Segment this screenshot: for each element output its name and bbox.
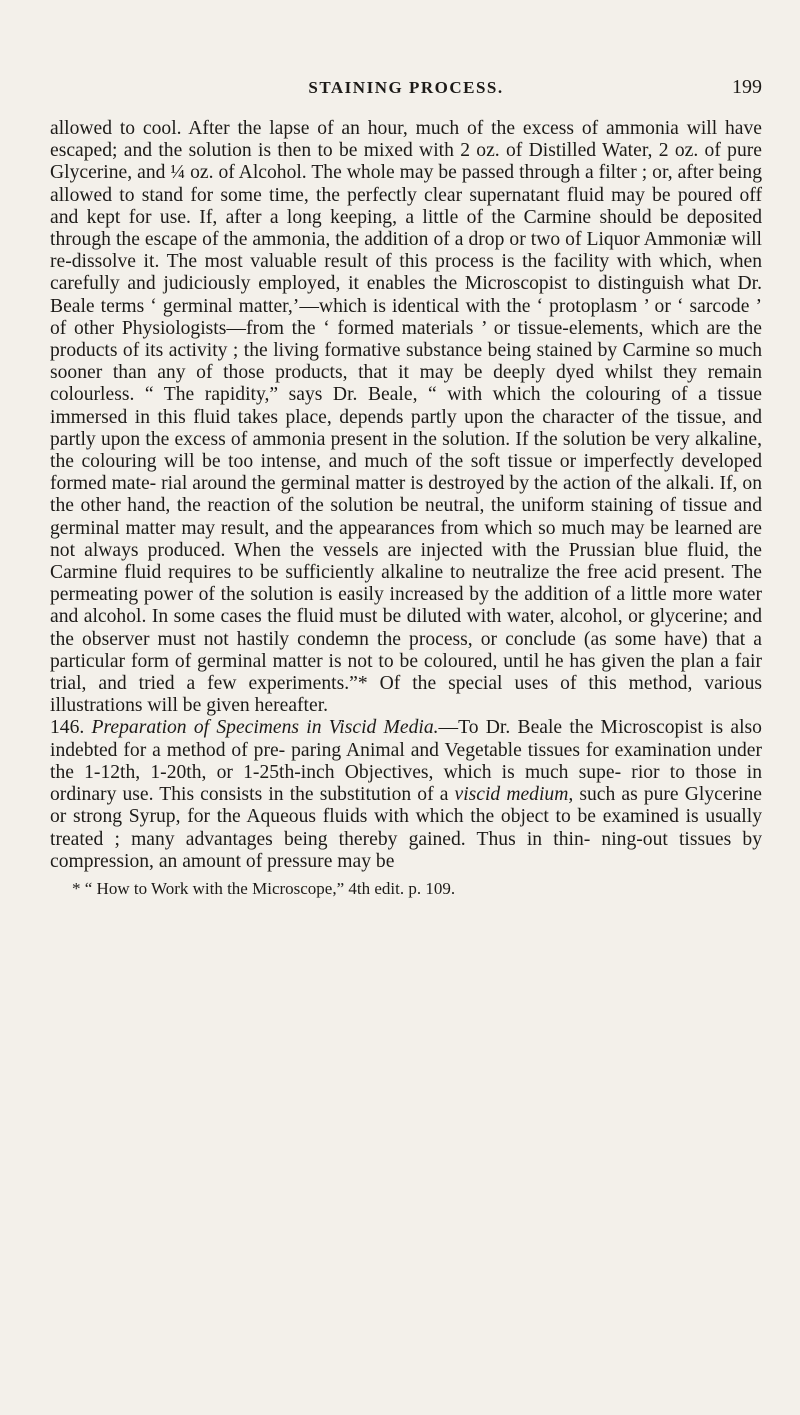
page-header — [50, 78, 762, 112]
section-italic-term: viscid medium, — [454, 784, 574, 806]
section-text-part-2: such as pure Glycerine or strong Syrup, for the Aqueous fluids with which the object to be examined is usually treated ; many advantages being thereby gained. Thus in thin- ning-out tissues by compression, an amount of pressure may be — [50, 784, 762, 872]
running-head: STAINING PROCESS. — [308, 78, 504, 97]
book-page — [50, 78, 762, 899]
paragraph-staining: allowed to cool. After the lapse of an hour, much of the excess of ammonia will have escaped; and the solution is then to be mixed with 2 oz. of Distilled Water, 2 oz. of pure Glycerine, and ¼ oz. of Alcohol. The whole may be passed through a filter ; or, after being allowed to stand for some time, the perfectly clear supernatant fluid may be poured off and kept for use. If, after a long keeping, a little of the Carmine should be deposited through the escape of the ammonia, the addition of a drop or two of Liquor Ammoniæ will re-dissolve it. The most valuable result of this process is the facility with which, when carefully and judiciously employed, it enables the Microscopist to distinguish what Dr. Beale terms ‘ germinal matter,’—which is identical with the ‘ protoplasm ’ or ‘ sarcode ’ of other Physiologists—from the ‘ formed materials ’ or tissue-elements, which are the products of its activity ; the living formative substance being stained by Carmine so much sooner than any of those products, that it may be deeply dyed whilst they remain colourless. “ The rapidity,” says Dr. Beale, “ with which the colouring of a tissue immersed in this fluid takes place, depends partly upon the character of the tissue, and partly upon the excess of ammonia present in the solution. If the solution be very alkaline, the colouring will be too intense, and much of the soft tissue or imperfectly developed formed mate- rial around the germinal matter is destroyed by the action of the alkali. If, on the other hand, the reaction of the solution be neutral, the uniform staining of tissue and germinal matter may result, and the appearances from which so much may be learned are not always produced. When the vessels are injected with the Prussian blue fluid, the Carmine fluid requires to be sufficiently alkaline to neutralize the free acid present. The permeating power of the solution is easily increased by the addition of a little more water and alcohol. In some cases the fluid must be diluted with water, alcohol, or glycerine; and the observer must not hastily condemn the process, or conclude (as some have) that a particular form of germinal matter is not to be coloured, until he has given the plan a fair trial, and tried a few experiments.”* Of the special uses of this method, various illustrations will be given hereafter. — [50, 118, 762, 717]
page-number: 199 — [732, 76, 762, 98]
body-text — [50, 118, 762, 873]
footnote: * “ How to Work with the Microscope,” 4th edit. p. 109. — [72, 878, 456, 898]
section-text-part-1: —To Dr. Beale the Microscopist is also indebted for a method of pre- paring Animal and Vegetable tissues for examination under the 1-12th, 1-20th, or 1-25th-inch Objectives, which is much supe- rior to those in ordinary use. This consists in the substitution of a — [50, 717, 762, 806]
section-number: 146. — [50, 717, 85, 739]
section-title: Preparation of Specimens in Viscid Media. — [91, 717, 439, 739]
paragraph-section-146 — [50, 717, 762, 872]
